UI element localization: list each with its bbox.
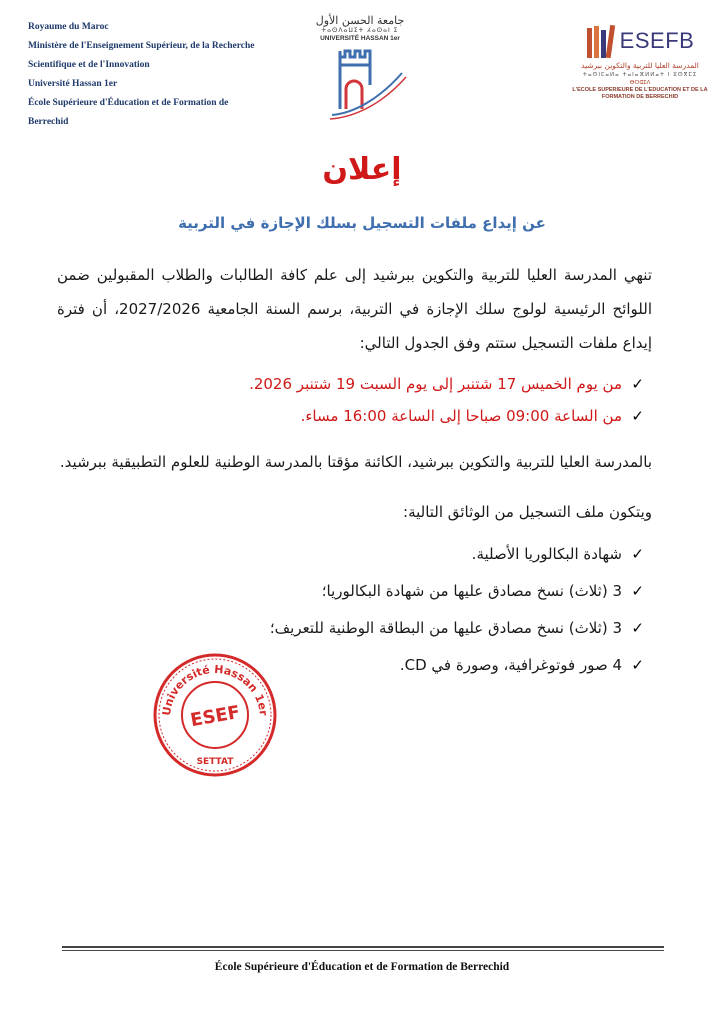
esefb-arabic: المدرسة العليا للتربية والتكوين ببرشيد [581,61,699,70]
uh-logo-french: UNIVERSITÉ HASSAN 1er [320,35,400,42]
esefb-french: L'ECOLE SUPERIEURE DE L'EDUCATION ET DE LA FORMATION DE BERRECHID [572,87,708,100]
official-stamp [150,650,280,780]
esefb-logo [570,24,710,101]
announcement-title: إعلان [322,152,402,187]
header-line-ministry: Ministère de l'Enseignement Supérieur, de la Recherche Scientifique et de l'Innovation [28,41,255,70]
check-icon: ✓ [631,582,644,600]
schedule-list [74,372,644,436]
uh-logo-arabic: جامعة الحسن الأول [315,14,405,27]
footer-divider [62,946,664,948]
schedule-item-hours: ✓ من الساعة 09:00 صباحا إلى الساعة 16:00 مساء. [74,404,644,436]
header-institution-block [28,18,268,132]
document-item: ✓ شهادة البكالوريا الأصلية. [74,542,644,579]
schedule-item-dates: ✓ من يوم الخميس 17 شتنبر إلى يوم السبت 19 شتنبر 2026. [74,372,644,404]
university-hassan-logo [310,14,410,124]
location-paragraph: بالمدرسة العليا للتربية والتكوين ببرشيد، الكائنة مؤقتا بالمدرسة الوطنية للعلوم التطبيقية ببرشيد. [59,453,652,471]
intro-paragraph: تنهي المدرسة العليا للتربية والتكوين ببرشيد إلى علم كافة الطالبات والطلاب المقبولين ضمن اللوائح الرئيسية لولوج سلك الإجازة في التربية، برسم السنة الجامعية 2027/2026، أن فترة إيداع ملفات التسجيل ستتم وفق الجدول التالي: [57,266,652,352]
footer-divider-thin [62,950,664,951]
header-line-school: École Supérieure d'Éducation et de Formation de Berrechid [28,98,229,127]
esefb-name: ESEFB [619,28,695,53]
check-icon: ✓ [631,619,644,637]
document-item: ✓ 4 صور فوتوغرافية، وصورة في CD. [74,653,644,690]
header-line-university: Université Hassan 1er [28,79,118,89]
stamp-ring-text: Université Hassan 1er [159,662,270,717]
uh-logo-tifinagh: ⵜⴰⵙⴷⴰⵡⵉⵜ ⵃⴰⵙⴰⵏ ⵉ [321,27,399,34]
check-icon: ✓ [631,375,644,393]
check-icon: ✓ [631,545,644,563]
stamp-center-text: ESEF [188,701,242,732]
document-item: ✓ 3 (ثلاث) نسخ مصادق عليها من شهادة البكالوريا؛ [74,579,644,616]
footer-text: École Supérieure d'Éducation et de Formation de Berrechid [214,961,510,973]
announcement-subtitle: عن إيداع ملفات التسجيل بسلك الإجازة في التربية [178,214,546,232]
documents-intro: ويتكون ملف التسجيل من الوثائق التالية: [403,503,652,521]
esefb-tifinagh: ⵜⴰⵙⵏⵎⴰⵍⴰ ⵜⴰⵏⴰⴼⵍⵍⴰⵜ ⵏ ⵓⵙⴳⵎⵉ [582,72,698,78]
stamp-bottom-text: SETTAT [196,757,234,767]
check-icon: ✓ [631,656,644,674]
document-item: ✓ 3 (ثلاث) نسخ مصادق عليها من البطاقة الوطنية للتعريف؛ [74,616,644,653]
check-icon: ✓ [631,407,644,425]
esefb-tifinagh-city: ⴱⵔⵛⵉⴷ [629,80,651,86]
esefb-books-icon [586,24,616,58]
uh-tower-icon [310,43,410,121]
header-line-kingdom: Royaume du Maroc [28,22,109,32]
